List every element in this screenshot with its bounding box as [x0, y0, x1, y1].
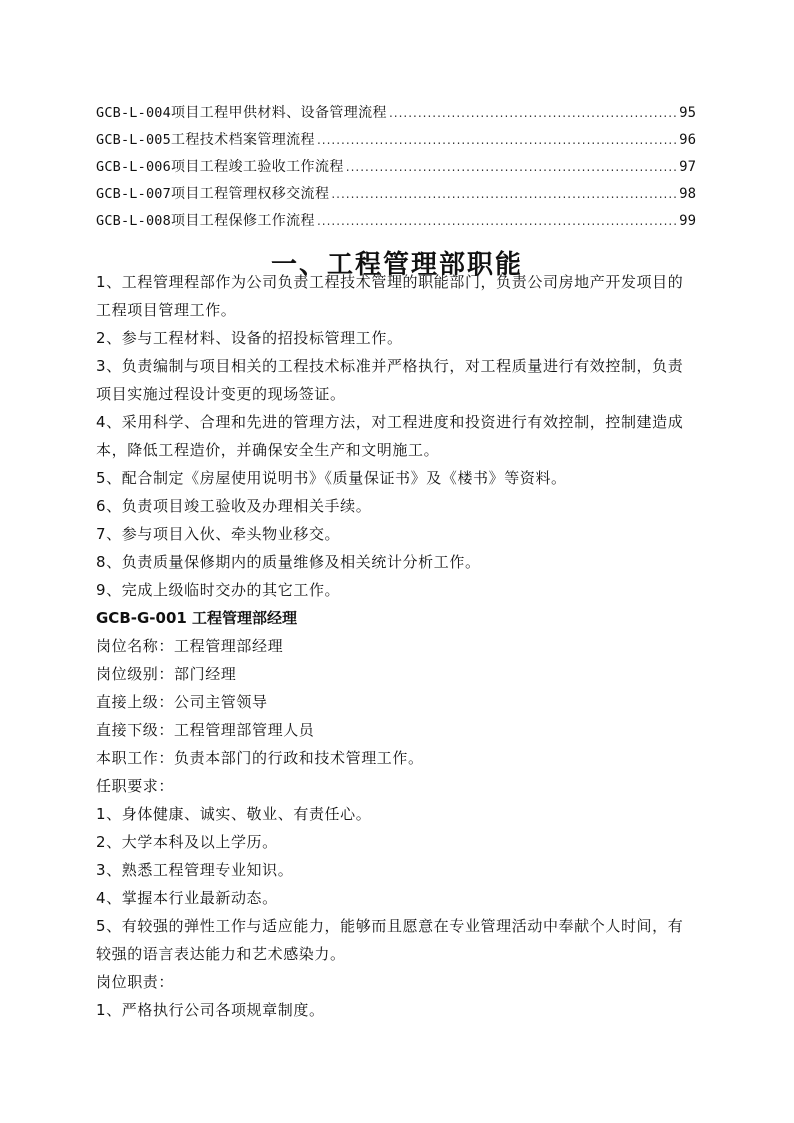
position-line: 本职工作：负责本部门的行政和技术管理工作。	[96, 749, 424, 767]
toc-entry-code: GCB-L-007	[96, 186, 171, 202]
duty-paragraph-line: 2、参与工程材料、设备的招投标管理工作。	[96, 329, 403, 347]
toc-entry[interactable]	[96, 208, 696, 235]
toc-entry-page: 99	[679, 213, 696, 229]
section-heading: 一、工程管理部职能	[270, 250, 523, 281]
toc-entry[interactable]	[96, 100, 696, 127]
toc-entry-code: GCB-L-005	[96, 132, 171, 148]
position-line: 较强的语言表达能力和艺术感染力。	[96, 945, 346, 963]
duty-paragraph-line: 3、负责编制与项目相关的工程技术标准并严格执行，对工程质量进行有效控制，负责	[96, 357, 684, 375]
document-body	[96, 268, 698, 1024]
toc-entry[interactable]	[96, 127, 696, 154]
toc-entry-title: 项目工程管理权移交流程	[170, 186, 330, 202]
duty-paragraph-line: 1、工程管理程部作为公司负责工程技术管理的职能部门，负责公司房地产开发项目的	[96, 273, 684, 291]
toc-entry-title: 工程技术档案管理流程	[170, 132, 315, 148]
position-line: 岗位级别：部门经理	[96, 665, 237, 683]
toc-entry-page: 95	[679, 105, 696, 121]
toc-leader-dots	[317, 127, 677, 154]
toc-entry-code: GCB-L-008	[96, 213, 171, 229]
position-line: 岗位名称：工程管理部经理	[96, 637, 284, 655]
toc-entry-page: 97	[679, 159, 696, 175]
duty-paragraph-line: 工程项目管理工作。	[96, 301, 237, 319]
duty-paragraph-line: 5、配合制定《房屋使用说明书》《质量保证书》及《楼书》等资料。	[96, 469, 567, 487]
toc-entry[interactable]	[96, 181, 696, 208]
position-heading: GCB-G-001 工程管理部经理	[96, 609, 298, 627]
position-line: 任职要求：	[96, 777, 175, 795]
position-line: 4、掌握本行业最新动态。	[96, 889, 278, 907]
toc-entry-title: 项目工程甲供材料、设备管理流程	[170, 105, 387, 121]
toc-entry-title: 项目工程竣工验收工作流程	[170, 159, 344, 175]
toc-leader-dots	[346, 154, 677, 181]
duty-paragraph-line: 7、参与项目入伙、牵头物业移交。	[96, 525, 341, 543]
toc-leader-dots	[331, 181, 677, 208]
position-line: 直接上级：公司主管领导	[96, 693, 268, 711]
toc-entry[interactable]	[96, 154, 696, 181]
position-line: 岗位职责：	[96, 973, 175, 991]
toc-entry-code: GCB-L-006	[96, 159, 171, 175]
toc-entry-page: 96	[679, 132, 696, 148]
duty-paragraph-line: 8、负责质量保修期内的质量维修及相关统计分析工作。	[96, 553, 481, 571]
toc-entry-code: GCB-L-004	[96, 105, 171, 121]
position-line: 1、严格执行公司各项规章制度。	[96, 1001, 325, 1019]
toc-entry-title: 项目工程保修工作流程	[170, 213, 315, 229]
position-line: 直接下级：工程管理部管理人员	[96, 721, 315, 739]
duty-paragraph-line: 本，降低工程造价，并确保安全生产和文明施工。	[96, 441, 440, 459]
position-line: 3、熟悉工程管理专业知识。	[96, 861, 294, 879]
duty-paragraph-line: 项目实施过程设计变更的现场签证。	[96, 385, 346, 403]
duty-paragraph-line: 6、负责项目竣工验收及办理相关手续。	[96, 497, 372, 515]
table-of-contents	[96, 100, 696, 235]
duty-paragraph-line: 4、采用科学、合理和先进的管理方法，对工程进度和投资进行有效控制，控制建造成	[96, 413, 684, 431]
toc-leader-dots	[389, 100, 677, 127]
toc-leader-dots	[317, 208, 677, 235]
position-line: 5、有较强的弹性工作与适应能力，能够而且愿意在专业管理活动中奉献个人时间，有	[96, 917, 684, 935]
toc-entry-page: 98	[679, 186, 696, 202]
position-line: 1、身体健康、诚实、敬业、有责任心。	[96, 805, 372, 823]
duty-paragraph-line: 9、完成上级临时交办的其它工作。	[96, 581, 341, 599]
position-line: 2、大学本科及以上学历。	[96, 833, 278, 851]
